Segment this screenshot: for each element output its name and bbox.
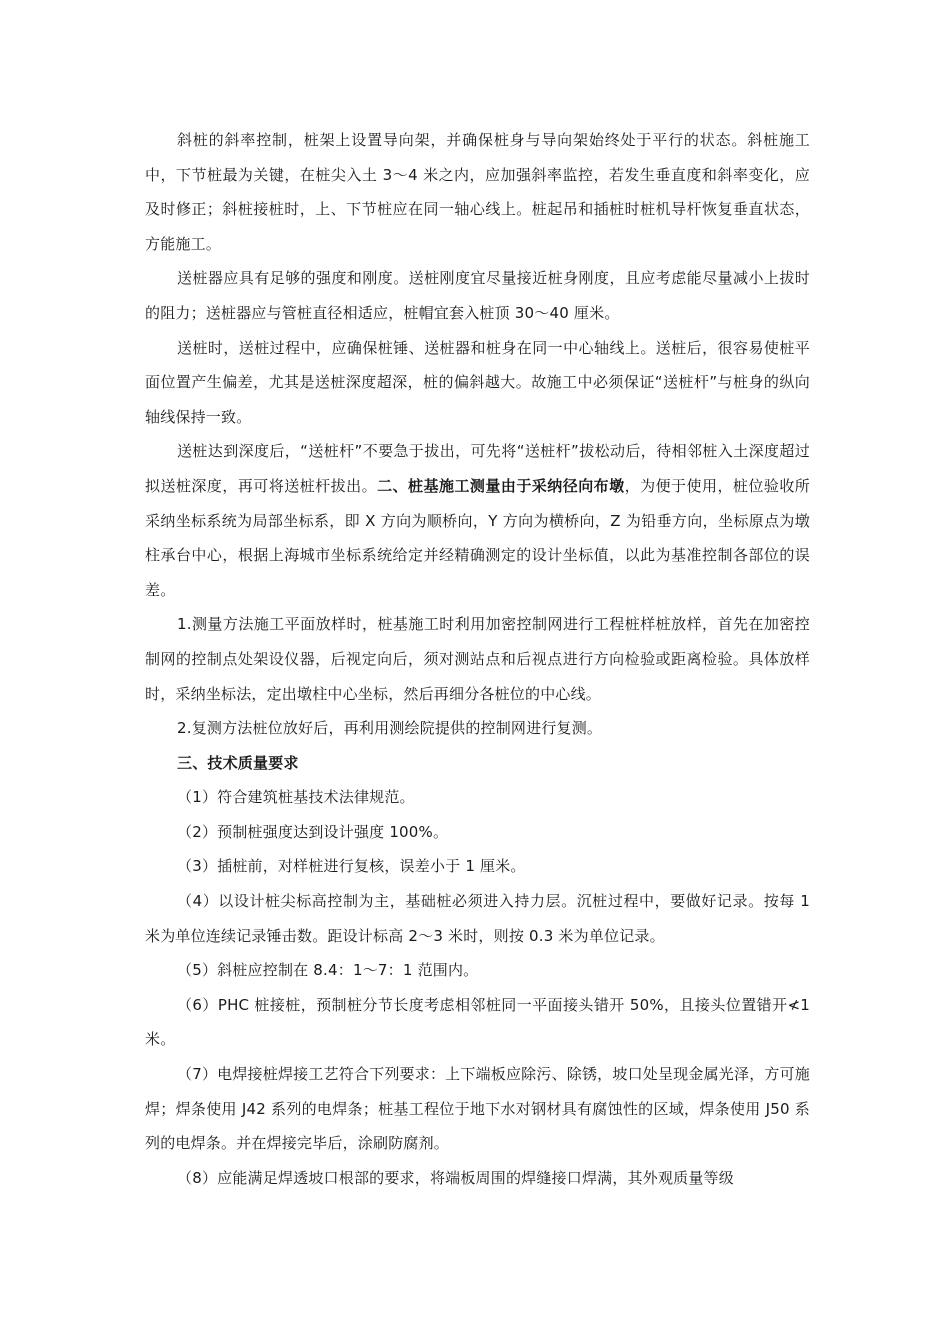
requirement-item-1	[145, 780, 810, 815]
paragraph-text: （2）预制桩强度达到设计强度 100%。	[177, 822, 449, 841]
requirement-item-7	[145, 1057, 810, 1161]
paragraph-text: 送桩达到深度后，“送桩杆”不要急于拔出，可先将“送桩杆”拔松动后，待相邻桩入土深度超过拟送桩深度，再可将送桩杆拔出。	[145, 442, 810, 495]
paragraph-text: 送桩时，送桩过程中，应确保桩锤、送桩器和桩身在同一中心轴线上。送桩后，很容易使桩平面位置产生偏差，尤其是送桩深度超深，桩的偏斜越大。故施工中必须保证“送桩杆”与桩身的纵向轴线保持一致。	[145, 338, 810, 426]
paragraph-text: （1）符合建筑桩基技术法律规范。	[177, 788, 415, 807]
document-body	[145, 123, 810, 1195]
requirement-item-4	[145, 884, 810, 953]
heading-text: 三、技术质量要求	[177, 753, 299, 772]
requirement-item-8	[145, 1161, 810, 1196]
requirement-item-3	[145, 849, 810, 884]
paragraph-text: （8）应能满足焊透坡口根部的要求，将端板周围的焊缝接口焊满，其外观质量等级	[177, 1168, 734, 1187]
paragraph-text: （4）以设计桩尖标高控制为主，基础桩必须进入持力层。沉桩过程中，要做好记录。按每 1 米为单位连续记录锤击数。距设计标高 2～3 米时，则按 0.3 米为单位记录。	[145, 892, 810, 945]
paragraph-text: 斜桩的斜率控制，桩架上设置导向架，并确保桩身与导向架始终处于平行的状态。斜桩施工中，下节桩最为关键，在桩尖入土 3～4 米之内，应加强斜率监控，若发生垂直度和斜率变化，应及时修正；斜桩接桩时，上、下节桩应在同一轴心线上。桩起吊和插桩时桩机导杆恢复垂直状态，方能施工。	[145, 131, 810, 253]
paragraph-pile-driver-follower	[145, 261, 810, 330]
paragraph-text: （7）电焊接桩焊接工艺符合下列要求：上下端板应除污、除锈，坡口处呈现金属光泽，方可施焊；焊条使用 J42 系列的电焊条；桩基工程位于地下水对钢材具有腐蚀性的区域，焊条使用 J50 系列的电焊条。并在焊接完毕后，涂刷防腐剂。	[145, 1065, 810, 1153]
requirement-item-5	[145, 953, 810, 988]
paragraph-survey-method	[145, 607, 810, 711]
paragraph-text: 2.复测方法桩位放好后，再利用测绘院提供的控制网进行复测。	[177, 719, 603, 738]
paragraph-text: （5）斜桩应控制在 8.4：1～7：1 范围内。	[177, 961, 479, 980]
paragraph-follower-driving	[145, 331, 810, 435]
paragraph-batter-pile-slope	[145, 123, 810, 261]
requirement-item-6	[145, 988, 810, 1057]
paragraph-text: 送桩器应具有足够的强度和刚度。送桩刚度宜尽量接近桩身刚度，且应考虑能尽量减小上拔时的阻力；送桩器应与管桩直径相适应，桩帽宜套入桩顶 30～40 厘米。	[145, 269, 810, 322]
paragraph-follower-removal-and-survey	[145, 434, 810, 607]
section-heading-survey: 二、桩基施工测量由于采纳径向布墩	[377, 476, 625, 495]
paragraph-text: （3）插桩前，对样桩进行复核，误差小于 1 厘米。	[177, 857, 526, 876]
paragraph-text: 1.测量方法施工平面放样时，桩基施工时利用加密控制网进行工程桩样桩放样，首先在加密控制网的控制点处架设仪器，后视定向后，须对测站点和后视点进行方向检验或距离检验。具体放样时，采纳坐标法，定出墩柱中心坐标，然后再细分各桩位的中心线。	[145, 615, 810, 703]
requirement-item-2	[145, 815, 810, 850]
paragraph-resurvey-method	[145, 711, 810, 746]
paragraph-text: （6）PHC 桩接桩，预制桩分节长度考虑相邻桩同一平面接头错开 50%，且接头位置错开≮1 米。	[145, 995, 810, 1049]
section-heading-quality-requirements	[145, 746, 810, 781]
paragraph-text: ，为便于使用，桩位验收所采纳坐标系统为局部坐标系，即 X 方向为顺桥向，Y 方向为横桥向，Z 为铅垂方向，坐标原点为墩柱承台中心，根据上海城市坐标系统给定并经精确测定的设计坐标值，以此为基准控制各部位的误差。	[145, 476, 811, 599]
